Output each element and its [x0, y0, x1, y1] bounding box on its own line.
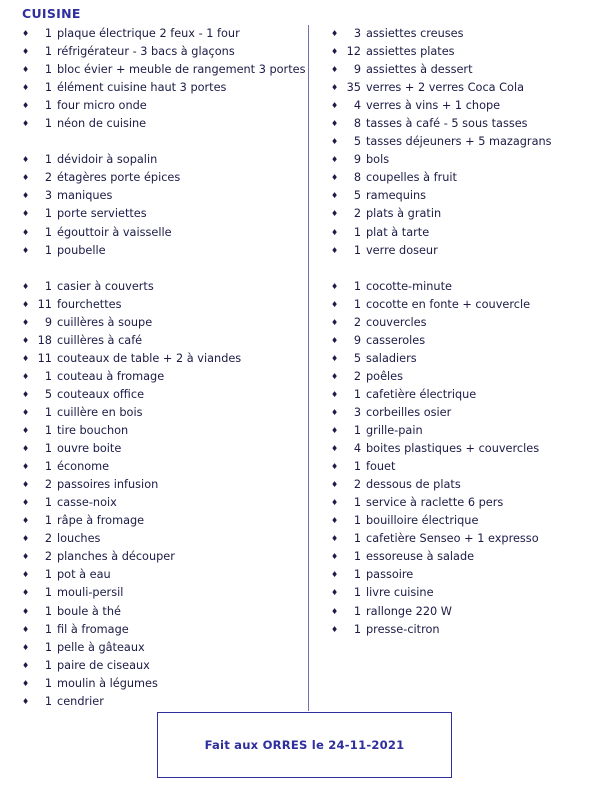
signature-text: Fait aux ORRES le 24-11-2021 [204, 738, 405, 752]
item-label: fil à fromage [57, 622, 129, 636]
list-item [331, 512, 593, 530]
list-item [22, 115, 302, 133]
item-label: tasses déjeuners + 5 mazagrans [366, 135, 552, 149]
item-quantity: 3 [353, 27, 361, 40]
item-label: ouvre boite [57, 442, 122, 456]
right-column [308, 25, 593, 711]
item-label: pot à eau [57, 568, 111, 582]
list-item [22, 530, 302, 548]
item-quantity: 1 [44, 99, 52, 113]
item-quantity: 1 [353, 514, 361, 528]
item-label: cuillères à soupe [57, 315, 153, 329]
item-quantity: 1 [44, 442, 52, 456]
item-quantity: 8 [353, 171, 361, 185]
footer-area [0, 712, 601, 778]
list-item [331, 332, 593, 350]
list-item [331, 458, 593, 476]
list-item [331, 43, 593, 61]
item-label: néon de cuisine [57, 117, 147, 131]
list-item [22, 548, 302, 566]
item-label: verres + 2 verres Coca Cola [366, 81, 525, 95]
page-title: CUISINE [22, 6, 81, 21]
item-label: plaque électrique 2 feux - 1 four [57, 27, 240, 40]
item-quantity: 1 [353, 532, 361, 546]
list-item [22, 314, 302, 332]
list-item [331, 314, 593, 332]
list-item [22, 278, 302, 296]
item-label: livre cuisine [366, 586, 434, 600]
item-quantity: 18 [37, 333, 52, 347]
item-quantity: 1 [44, 640, 52, 654]
item-label: râpe à fromage [57, 514, 145, 528]
item-label: casse-noix [57, 496, 117, 510]
item-label: essoreuse à salade [366, 550, 475, 564]
item-label: verres à vins + 1 chope [366, 99, 501, 113]
list-item [22, 151, 302, 169]
list-item [22, 169, 302, 187]
item-quantity: 3 [44, 189, 52, 203]
item-quantity: 2 [353, 207, 361, 221]
list-item [22, 350, 302, 368]
item-quantity: 35 [346, 81, 361, 95]
item-quantity: 1 [44, 81, 52, 95]
item-quantity: 2 [44, 550, 52, 564]
list-item [331, 584, 593, 602]
item-label: bloc évier + meuble de rangement 3 portes [57, 63, 306, 77]
item-quantity: 11 [37, 297, 52, 311]
list-item [22, 494, 302, 512]
list-item [331, 530, 593, 548]
list-item [22, 205, 302, 223]
item-quantity: 1 [44, 405, 52, 419]
item-quantity: 1 [44, 153, 52, 167]
item-quantity: 1 [44, 514, 52, 528]
item-label: cafetière électrique [366, 387, 477, 401]
item-quantity: 1 [353, 586, 361, 600]
list-item [331, 386, 593, 404]
item-label: paire de ciseaux [57, 658, 150, 672]
item-label: étagères porte épices [57, 171, 181, 185]
item-quantity: 2 [353, 478, 361, 492]
list-item [22, 693, 302, 711]
item-quantity: 1 [44, 225, 52, 239]
item-label: dévidoir à sopalin [57, 153, 158, 167]
list-item [22, 97, 302, 115]
list-item [331, 133, 593, 151]
item-label: tire bouchon [57, 424, 129, 438]
item-label: saladiers [366, 351, 417, 365]
item-label: moulin à légumes [57, 676, 158, 690]
item-label: louches [57, 532, 101, 546]
item-quantity: 4 [353, 442, 361, 456]
item-quantity: 1 [353, 550, 361, 564]
list-item [22, 386, 302, 404]
list-item [331, 621, 593, 639]
item-label: mouli-persil [57, 586, 124, 600]
item-label: bols [366, 153, 390, 167]
item-quantity: 11 [37, 351, 52, 365]
list-item [22, 458, 302, 476]
item-quantity: 2 [44, 171, 52, 185]
item-quantity: 2 [44, 478, 52, 492]
list-item [331, 350, 593, 368]
item-quantity: 1 [44, 207, 52, 221]
signature-box [157, 712, 452, 778]
item-quantity: 1 [353, 424, 361, 438]
list-item [331, 278, 593, 296]
item-label: ramequins [366, 189, 427, 203]
item-quantity: 1 [44, 63, 52, 77]
item-quantity: 1 [44, 586, 52, 600]
item-quantity: 1 [353, 496, 361, 510]
item-quantity: 1 [44, 460, 52, 474]
item-label: grille-pain [366, 424, 423, 438]
item-label: assiettes plates [366, 45, 455, 59]
item-quantity: 1 [44, 27, 52, 40]
item-label: cocotte en fonte + couvercle [366, 297, 531, 311]
item-quantity: 8 [353, 117, 361, 131]
list-item [331, 476, 593, 494]
item-label: four micro onde [57, 99, 147, 113]
item-label: cendrier [57, 694, 104, 708]
item-label: boites plastiques + couvercles [366, 442, 540, 456]
list-item [22, 242, 302, 260]
item-label: élément cuisine haut 3 portes [57, 81, 227, 95]
item-quantity: 1 [44, 117, 52, 131]
list-item [22, 566, 302, 584]
item-label: presse-citron [366, 622, 440, 636]
item-quantity: 1 [44, 676, 52, 690]
item-label: maniques [57, 189, 113, 203]
list-item [331, 115, 593, 133]
item-quantity: 5 [353, 189, 361, 203]
list-item [22, 368, 302, 386]
item-label: réfrigérateur - 3 bacs à glaçons [57, 45, 235, 59]
list-item [22, 639, 302, 657]
item-quantity: 1 [353, 622, 361, 636]
list-item [22, 657, 302, 675]
two-column-layout [8, 25, 593, 715]
item-label: fourchettes [57, 297, 122, 311]
item-quantity: 2 [44, 532, 52, 546]
list-item [331, 603, 593, 621]
item-label: planches à découper [57, 550, 175, 564]
list-item [22, 296, 302, 314]
item-label: casseroles [366, 333, 426, 347]
item-label: coupelles à fruit [366, 171, 457, 185]
item-quantity: 9 [44, 315, 52, 329]
item-quantity: 1 [44, 243, 52, 257]
list-item [22, 603, 302, 621]
item-quantity: 5 [44, 387, 52, 401]
list-spacer [22, 133, 302, 151]
item-label: assiettes creuses [366, 27, 464, 40]
item-label: passoire [366, 568, 414, 582]
item-label: couvercles [366, 315, 427, 329]
list-item [331, 61, 593, 79]
item-quantity: 2 [353, 315, 361, 329]
item-quantity: 1 [353, 387, 361, 401]
item-label: couteaux de table + 2 à viandes [57, 351, 242, 365]
list-item [331, 79, 593, 97]
item-quantity: 9 [353, 333, 361, 347]
list-item [22, 404, 302, 422]
item-quantity: 1 [44, 279, 52, 293]
list-item [331, 368, 593, 386]
item-label: plats à gratin [366, 207, 442, 221]
item-label: poubelle [57, 243, 106, 257]
item-quantity: 1 [44, 369, 52, 383]
item-quantity: 1 [353, 225, 361, 239]
item-quantity: 1 [44, 658, 52, 672]
list-item [22, 512, 302, 530]
list-item [331, 25, 593, 43]
list-item [331, 440, 593, 458]
list-item [331, 224, 593, 242]
item-label: bouilloire électrique [366, 514, 479, 528]
item-label: corbeilles osier [366, 405, 452, 419]
item-label: assiettes à dessert [366, 63, 473, 77]
list-item [22, 476, 302, 494]
item-quantity: 1 [44, 568, 52, 582]
item-quantity: 1 [44, 604, 52, 618]
item-quantity: 3 [353, 405, 361, 419]
list-item [22, 675, 302, 693]
item-label: service à raclette 6 pers [366, 496, 504, 510]
item-quantity: 5 [353, 135, 361, 149]
item-quantity: 4 [353, 99, 361, 113]
list-item [331, 169, 593, 187]
list-item [331, 242, 593, 260]
item-quantity: 1 [44, 45, 52, 59]
item-label: dessous de plats [366, 478, 461, 492]
item-label: cocotte-minute [366, 279, 452, 293]
item-quantity: 1 [44, 424, 52, 438]
list-item [22, 584, 302, 602]
item-label: cuillères à café [57, 333, 143, 347]
list-item [331, 187, 593, 205]
item-label: passoires infusion [57, 478, 159, 492]
list-item [331, 494, 593, 512]
list-spacer [22, 260, 302, 278]
item-quantity: 9 [353, 153, 361, 167]
list-item [22, 621, 302, 639]
list-item [331, 404, 593, 422]
item-quantity: 1 [44, 496, 52, 510]
list-item [22, 25, 302, 43]
item-quantity: 5 [353, 351, 361, 365]
item-quantity: 1 [44, 694, 52, 708]
item-label: pelle à gâteaux [57, 640, 145, 654]
item-label: fouet [366, 460, 396, 474]
item-label: couteaux office [57, 387, 145, 401]
item-label: cafetière Senseo + 1 expresso [366, 532, 539, 546]
item-quantity: 1 [353, 243, 361, 257]
list-item [22, 440, 302, 458]
left-inventory-list [22, 25, 306, 711]
item-label: rallonge 220 W [366, 604, 452, 618]
item-label: économe [57, 460, 110, 474]
right-inventory-list [331, 25, 593, 639]
item-label: couteau à fromage [57, 369, 165, 383]
item-quantity: 1 [353, 279, 361, 293]
item-quantity: 1 [353, 297, 361, 311]
list-item [22, 79, 302, 97]
item-label: égouttoir à vaisselle [57, 225, 172, 239]
list-item [331, 422, 593, 440]
list-spacer [331, 260, 593, 278]
list-item [331, 151, 593, 169]
list-item [22, 187, 302, 205]
item-label: casier à couverts [57, 279, 154, 293]
list-item [22, 61, 306, 79]
list-item [331, 566, 593, 584]
list-item [331, 97, 593, 115]
item-label: plat à tarte [366, 225, 430, 239]
item-label: verre doseur [366, 243, 438, 257]
list-item [22, 43, 302, 61]
list-item [22, 224, 302, 242]
left-column [8, 25, 308, 711]
item-quantity: 1 [353, 604, 361, 618]
list-item [331, 296, 593, 314]
item-label: poêles [366, 369, 404, 383]
item-label: boule à thé [57, 604, 121, 618]
item-label: porte serviettes [57, 207, 147, 221]
item-label: cuillère en bois [57, 405, 143, 419]
list-item [331, 548, 593, 566]
item-quantity: 12 [346, 45, 361, 59]
list-item [331, 205, 593, 223]
item-label: tasses à café - 5 sous tasses [366, 117, 528, 131]
list-item [22, 332, 302, 350]
item-quantity: 9 [353, 63, 361, 77]
item-quantity: 1 [44, 622, 52, 636]
list-item [22, 422, 302, 440]
item-quantity: 1 [353, 460, 361, 474]
item-quantity: 1 [353, 568, 361, 582]
item-quantity: 2 [353, 369, 361, 383]
